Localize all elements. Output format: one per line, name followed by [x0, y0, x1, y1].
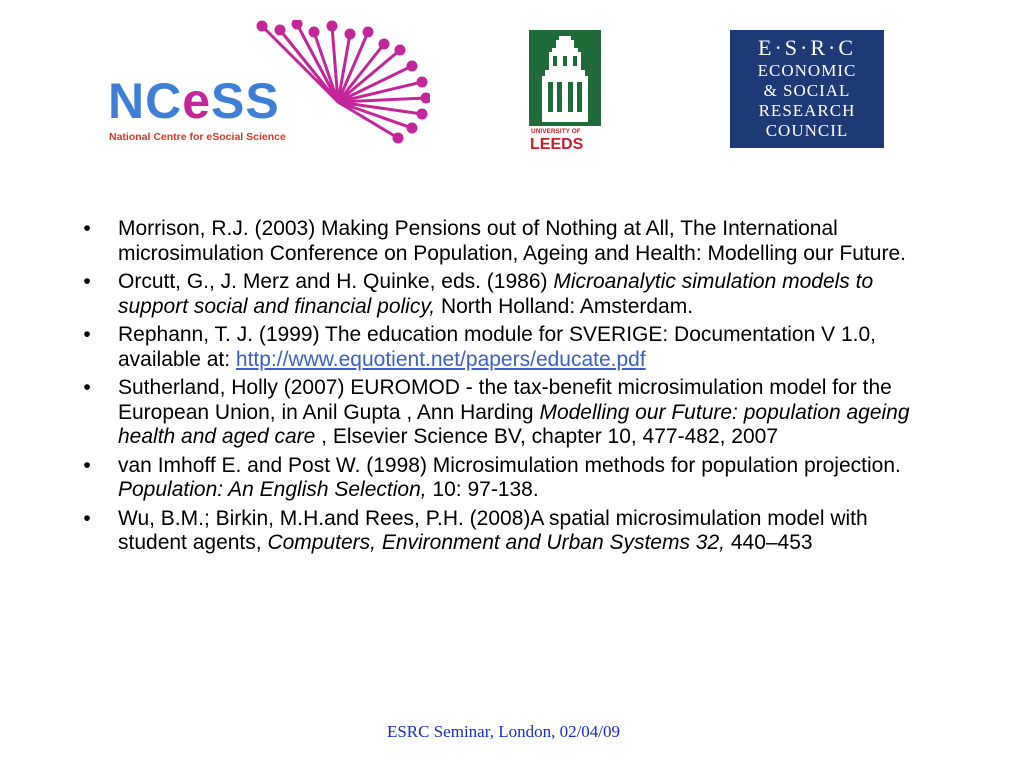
ncess-logo	[100, 20, 430, 150]
esrc-line-economic: ECONOMIC	[757, 61, 857, 80]
esrc-acronym: E·S·R·C	[758, 35, 856, 60]
reference-text: , Elsevier Science BV, chapter 10, 477-482, 2007	[315, 425, 779, 448]
references-list	[72, 217, 932, 560]
reference-text: van Imhoff E. and Post W. (1998) Microsimulation methods for population projection.	[118, 453, 901, 477]
esrc-line-council: COUNCIL	[765, 121, 849, 140]
reference-italic-title: Population: An English Selection,	[118, 478, 427, 501]
reference-item	[72, 376, 932, 450]
reference-italic-title: Computers, Environment and Urban Systems 32,	[267, 531, 725, 554]
ncess-wordmark	[108, 73, 280, 129]
educate-pdf-link[interactable]: http://www.equotient.net/papers/educate.pdf	[235, 347, 646, 371]
leeds-crest-graphic	[529, 30, 601, 151]
ncess-wordmark-e: e	[182, 73, 212, 129]
esrc-logo	[730, 30, 884, 148]
reference-italic-title: Microanalytic simulation models to support social and financial policy,	[118, 270, 874, 318]
bullet-icon: •	[83, 453, 91, 477]
leeds-logo	[529, 30, 601, 151]
ncess-wordmark-ss: SS	[211, 73, 280, 129]
esrc-line-research: RESEARCH	[758, 101, 856, 120]
reference-text: Morrison, R.J. (2003) Making Pensions out of Nothing at All, The International microsimulation Conference on Population, Ageing and Health: Modelling our Future.	[118, 217, 906, 265]
leeds-name-text: LEEDS	[530, 136, 584, 151]
reference-item	[72, 323, 932, 372]
bullet-icon: •	[83, 323, 91, 346]
reference-italic-title: Modelling our Future: population ageing health and aged care	[118, 400, 910, 448]
reference-text: Wu, B.M.; Birkin, M.H.and Rees, P.H. (2008)A spatial microsimulation model with student agents,	[118, 506, 868, 554]
leeds-university-of-text: UNIVERSITY OF	[531, 128, 581, 135]
bullet-icon: •	[83, 376, 91, 399]
reference-text: Sutherland, Holly (2007) EUROMOD - the tax-benefit microsimulation model for the European Union, in Anil Gupta , Ann Harding	[118, 376, 892, 424]
bullet-icon: •	[83, 217, 91, 240]
esrc-line-social: & SOCIAL	[763, 81, 851, 100]
bullet-icon: •	[83, 270, 91, 293]
ncess-subtitle: National Centre for eSocial Science	[109, 131, 286, 143]
reference-text: 10: 97-138.	[426, 478, 539, 501]
reference-text: Rephann, T. J. (1999) The education module for SVERIGE: Documentation V 1.0, available at:	[118, 323, 876, 371]
reference-text: 440–453	[725, 531, 813, 554]
reference-item	[72, 270, 932, 319]
reference-item	[72, 217, 932, 266]
bullet-icon: •	[83, 506, 91, 530]
reference-text: Orcutt, G., J. Merz and H. Quinke, eds. (1986)	[118, 270, 554, 293]
ncess-wordmark-nc: NC	[108, 73, 183, 129]
reference-item	[72, 454, 932, 503]
reference-text: North Holland: Amsterdam.	[435, 294, 694, 318]
footer-text: ESRC Seminar, London, 02/04/09	[386, 722, 621, 741]
reference-item	[72, 507, 932, 556]
